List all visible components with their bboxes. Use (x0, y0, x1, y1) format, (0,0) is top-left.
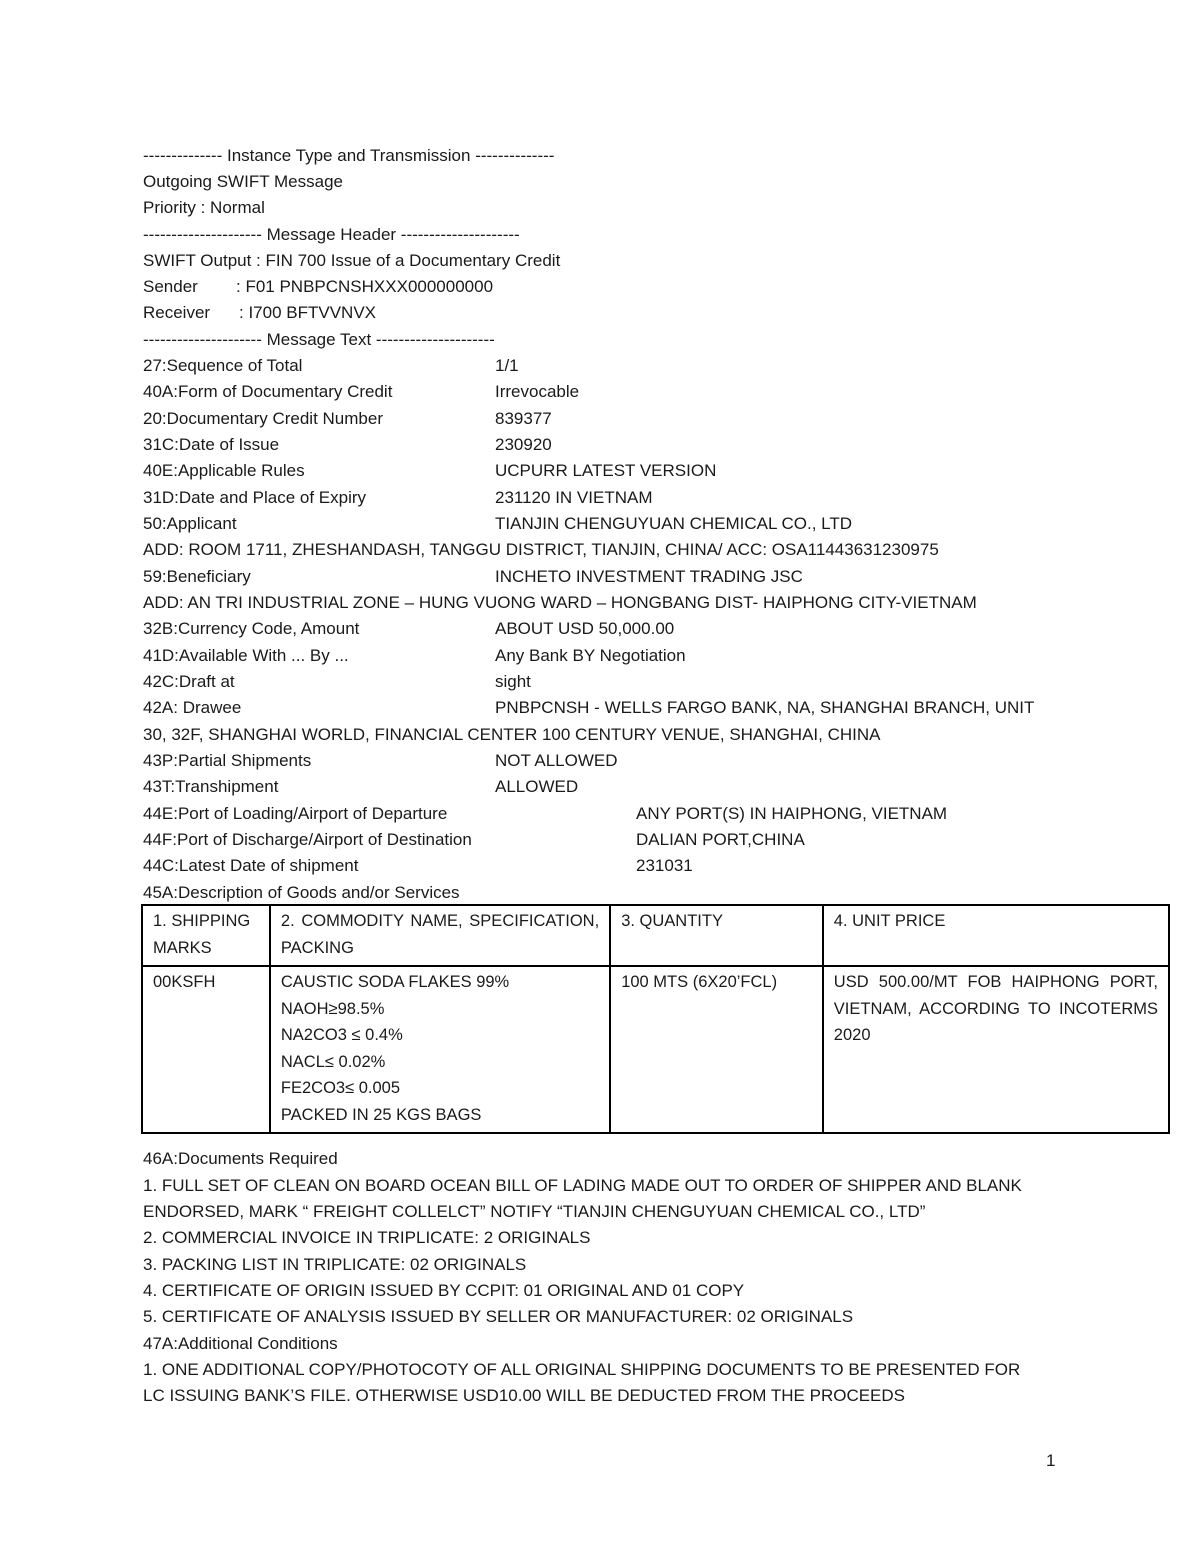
field-label: 43T:Transhipment (143, 777, 279, 796)
field-drawee (143, 697, 1163, 719)
receiver-label: Receiver (143, 303, 211, 322)
field-label: 31C:Date of Issue (143, 435, 280, 454)
commodity-line: PACKED IN 25 KGS BAGS (280, 1105, 482, 1124)
header-divider: --------------------- Message Header --------------------- (143, 225, 520, 244)
field-beneficiary (143, 566, 1163, 588)
message-type: Outgoing SWIFT Message (143, 172, 343, 191)
field-value: Irrevocable (495, 382, 580, 401)
goods-data-row (142, 966, 1169, 1133)
sender-value: : F01 PNBPCNSHXXX000000000 (236, 277, 494, 296)
sender-row (143, 276, 1163, 298)
field-value: 1/1 (495, 356, 519, 375)
documents-item-3: 3. PACKING LIST IN TRIPLICATE: 02 ORIGINALS (143, 1255, 527, 1274)
applicant-address: ADD: ROOM 1711, ZHESHANDASH, TANGGU DISTRICT, TIANJIN, CHINA/ ACC: OSA11443631230975 (143, 540, 939, 559)
receiver-value: : I700 BFTVVNVX (239, 303, 376, 322)
commodity-line: NAOH≥98.5% (280, 999, 385, 1018)
field-label: 44F:Port of Discharge/Airport of Destination (143, 830, 472, 849)
header-commodity: 2. COMMODITY NAME, SPECIFICATION, PACKING (270, 905, 610, 966)
conditions-heading: 47A:Additional Conditions (143, 1334, 338, 1353)
header-shipping-marks: 1. SHIPPING MARKS (142, 905, 270, 966)
field-label: 50:Applicant (143, 514, 237, 533)
field-expiry (143, 487, 1163, 509)
field-label: 40A:Form of Documentary Credit (143, 382, 393, 401)
field-label: 42C:Draft at (143, 672, 235, 691)
receiver-row (143, 302, 1163, 324)
documents-item-4: 4. CERTIFICATE OF ORIGIN ISSUED BY CCPIT: 01 ORIGINAL AND 01 COPY (143, 1281, 745, 1300)
instance-divider: -------------- Instance Type and Transmission -------------- (143, 146, 555, 165)
field-date-issue (143, 434, 1163, 456)
field-value: ABOUT USD 50,000.00 (495, 619, 675, 638)
sender-label: Sender (143, 277, 198, 296)
goods-heading: 45A:Description of Goods and/or Services (143, 883, 460, 902)
field-label: 31D:Date and Place of Expiry (143, 488, 367, 507)
field-form (143, 381, 1163, 403)
field-value: TIANJIN CHENGUYUAN CHEMICAL CO., LTD (495, 514, 853, 533)
field-label: 40E:Applicable Rules (143, 461, 305, 480)
field-value: 231031 (636, 856, 693, 875)
goods-header-row (142, 905, 1169, 966)
field-rules (143, 460, 1163, 482)
field-credit-number (143, 408, 1163, 430)
field-available-with (143, 645, 1163, 667)
cell-unit-price: USD 500.00/MT FOB HAIPHONG PORT, VIETNAM, ACCORDING TO INCOTERMS 2020 (823, 966, 1169, 1133)
field-value: 231120 IN VIETNAM (495, 488, 653, 507)
documents-item-2: 2. COMMERCIAL INVOICE IN TRIPLICATE: 2 ORIGINALS (143, 1228, 591, 1247)
conditions-item-1: 1. ONE ADDITIONAL COPY/PHOTOCOTY OF ALL ORIGINAL SHIPPING DOCUMENTS TO BE PRESENTED FOR (143, 1360, 1021, 1379)
field-transhipment (143, 776, 1163, 798)
field-sequence (143, 355, 1163, 377)
field-label: 41D:Available With ... By ... (143, 646, 349, 665)
documents-heading: 46A:Documents Required (143, 1149, 338, 1168)
commodity-line: NA2CO3 ≤ 0.4% (280, 1026, 403, 1044)
priority: Priority : Normal (143, 198, 265, 217)
header-quantity: 3. QUANTITY (610, 905, 823, 966)
field-label: 42A: Drawee (143, 698, 242, 717)
field-value: sight (495, 672, 531, 691)
field-value: UCPURR LATEST VERSION (495, 461, 717, 480)
header-unit-price: 4. UNIT PRICE (823, 905, 1169, 966)
field-amount (143, 618, 1163, 640)
commodity-line: NACL≤ 0.02% (280, 1052, 386, 1071)
field-value: NOT ALLOWED (495, 751, 618, 770)
field-partial-shipments (143, 750, 1163, 772)
field-draft-at (143, 671, 1163, 693)
documents-item-1: 1. FULL SET OF CLEAN ON BOARD OCEAN BILL OF LADING MADE OUT TO ORDER OF SHIPPER AND BLANK (143, 1176, 1022, 1195)
field-value: ALLOWED (495, 777, 579, 796)
field-value: PNBPCNSH - WELLS FARGO BANK, NA, SHANGHAI BRANCH, UNIT (495, 698, 1035, 717)
beneficiary-address: ADD: AN TRI INDUSTRIAL ZONE – HUNG VUONG WARD – HONGBANG DIST- HAIPHONG CITY-VIETNAM (143, 593, 977, 612)
field-latest-shipment (143, 855, 1163, 877)
field-value: ANY PORT(S) IN HAIPHONG, VIETNAM (636, 804, 948, 823)
text-divider: --------------------- Message Text --------------------- (143, 330, 495, 349)
field-label: 20:Documentary Credit Number (143, 409, 383, 428)
field-value: Any Bank BY Negotiation (495, 646, 686, 665)
field-value: DALIAN PORT,CHINA (636, 830, 805, 849)
cell-quantity: 100 MTS (6X20’FCL) (610, 966, 823, 1133)
field-value: INCHETO INVESTMENT TRADING JSC (495, 567, 803, 586)
cell-commodity (270, 966, 610, 1133)
swift-output: SWIFT Output : FIN 700 Issue of a Documentary Credit (143, 251, 561, 270)
commodity-line: FE2CO3≤ 0.005 (280, 1079, 401, 1097)
field-port-discharge (143, 829, 1163, 851)
field-value: 839377 (495, 409, 552, 428)
documents-item-5: 5. CERTIFICATE OF ANALYSIS ISSUED BY SELLER OR MANUFACTURER: 02 ORIGINALS (143, 1307, 854, 1326)
field-label: 59:Beneficiary (143, 567, 251, 586)
field-label: 43P:Partial Shipments (143, 751, 312, 770)
drawee-continuation: 30, 32F, SHANGHAI WORLD, FINANCIAL CENTER 100 CENTURY VENUE, SHANGHAI, CHINA (143, 725, 881, 744)
field-label: 27:Sequence of Total (143, 356, 303, 375)
cell-shipping-marks: 00KSFH (142, 966, 270, 1133)
page-number: 1 (1046, 1451, 1056, 1470)
field-applicant (143, 513, 1163, 535)
documents-item-1-continued: ENDORSED, MARK “ FREIGHT COLLELCT” NOTIFY “TIANJIN CHENGUYUAN CHEMICAL CO., LTD” (143, 1202, 926, 1221)
field-label: 44E:Port of Loading/Airport of Departure (143, 804, 448, 823)
field-value: 230920 (495, 435, 552, 454)
field-label: 32B:Currency Code, Amount (143, 619, 360, 638)
conditions-item-1-continued: LC ISSUING BANK’S FILE. OTHERWISE USD10.00 WILL BE DEDUCTED FROM THE PROCEEDS (143, 1386, 906, 1405)
field-label: 44C:Latest Date of shipment (143, 856, 359, 875)
goods-table (141, 904, 1170, 1134)
commodity-line: CAUSTIC SODA FLAKES 99% (280, 973, 510, 991)
field-port-loading (143, 803, 1163, 825)
